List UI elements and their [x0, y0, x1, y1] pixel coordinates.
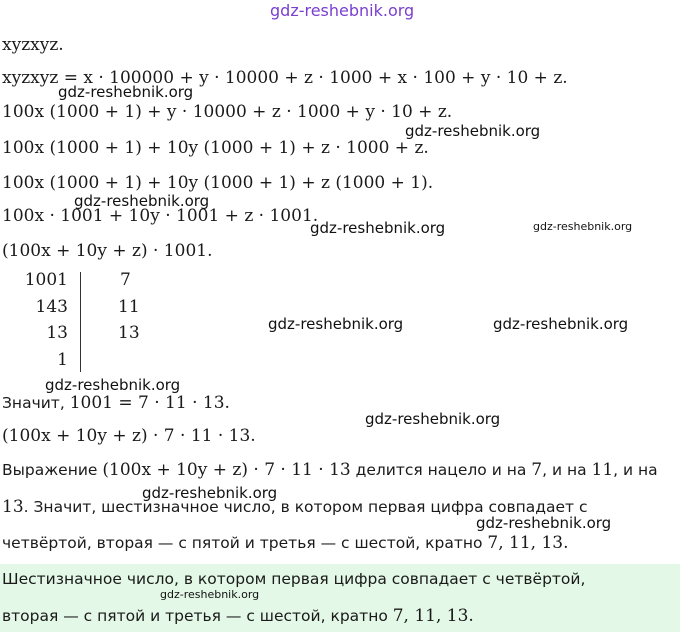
math-line-7: (100x + 10y + z) · 1001. [2, 241, 213, 261]
text-line-1 [2, 393, 230, 413]
watermark: gdz-reshebnik.org [160, 588, 260, 601]
text-math: 13 [2, 497, 24, 517]
watermark: gdz-reshebnik.org [493, 315, 629, 333]
answer-line-1: Шестизначное число, в котором первая цифра совпадает с четвёртой, [2, 570, 586, 588]
watermark: gdz-reshebnik.org [142, 484, 278, 502]
answer-box [0, 564, 680, 632]
math-line-2: xyzxyz = x · 100000 + y · 10000 + z · 1000 + x · 100 + y · 10 + z. [2, 68, 568, 88]
text-math: 1001 = 7 · 11 · 13. [69, 393, 230, 413]
text-line-5 [2, 533, 569, 553]
math-line-8: (100x + 10y + z) · 7 · 11 · 13. [2, 426, 256, 446]
text-line-3 [2, 460, 658, 480]
watermark: gdz-reshebnik.org [268, 315, 404, 333]
text-part: , и на [613, 461, 658, 479]
division-right-3: 13 [118, 323, 140, 343]
watermark: gdz-reshebnik.org [74, 192, 210, 210]
watermark: gdz-reshebnik.org [310, 219, 446, 237]
text-part: . Значит, шестизначное число, в котором первая цифра совпадает с [23, 498, 588, 516]
answer-math: 7, 11, 13. [392, 606, 474, 626]
division-right-2: 11 [118, 297, 140, 317]
text-part: четвёртой, вторая — с пятой и третья — с шестой, кратно [2, 534, 488, 552]
watermark: gdz-reshebnik.org [365, 410, 501, 428]
watermark: gdz-reshebnik.org [533, 220, 633, 233]
division-left-4: 1 [57, 350, 68, 370]
text-math: (100x + 10y + z) · 7 · 11 · 13 [102, 460, 351, 480]
answer-text: вторая — с пятой и третья — с шестой, кратно [2, 607, 393, 625]
division-table [0, 268, 160, 376]
division-left-2: 143 [35, 297, 68, 317]
math-line-4: 100x (1000 + 1) + 10y (1000 + 1) + z · 1000 + z. [2, 138, 429, 158]
text-math: 7 [531, 460, 543, 480]
text-part: Выражение [2, 461, 103, 479]
math-line-1: xyzxyz. [2, 35, 64, 55]
division-line [80, 272, 81, 372]
watermark: gdz-reshebnik.org [476, 514, 612, 532]
division-right-1: 7 [120, 270, 131, 290]
text-prefix: Значит, [2, 394, 70, 412]
text-math: 7, 11, 13. [487, 533, 569, 553]
math-line-6: 100x · 1001 + 10y · 1001 + z · 1001. [2, 206, 319, 226]
answer-line-2 [2, 606, 474, 626]
math-line-3: 100x (1000 + 1) + y · 10000 + z · 1000 + y · 10 + z. [2, 102, 453, 122]
division-left-1: 1001 [24, 270, 68, 290]
text-part: делится нацело и на [350, 461, 532, 479]
text-math: 11 [591, 460, 614, 480]
text-part: , и на [542, 461, 592, 479]
text-line-4 [2, 497, 588, 517]
watermark-top: gdz-reshebnik.org [270, 1, 415, 20]
division-left-3: 13 [46, 323, 68, 343]
watermark: gdz-reshebnik.org [405, 122, 541, 140]
watermark: gdz-reshebnik.org [45, 376, 181, 394]
math-line-5: 100x (1000 + 1) + 10y (1000 + 1) + z (1000 + 1). [2, 173, 434, 193]
watermark: gdz-reshebnik.org [58, 83, 194, 101]
